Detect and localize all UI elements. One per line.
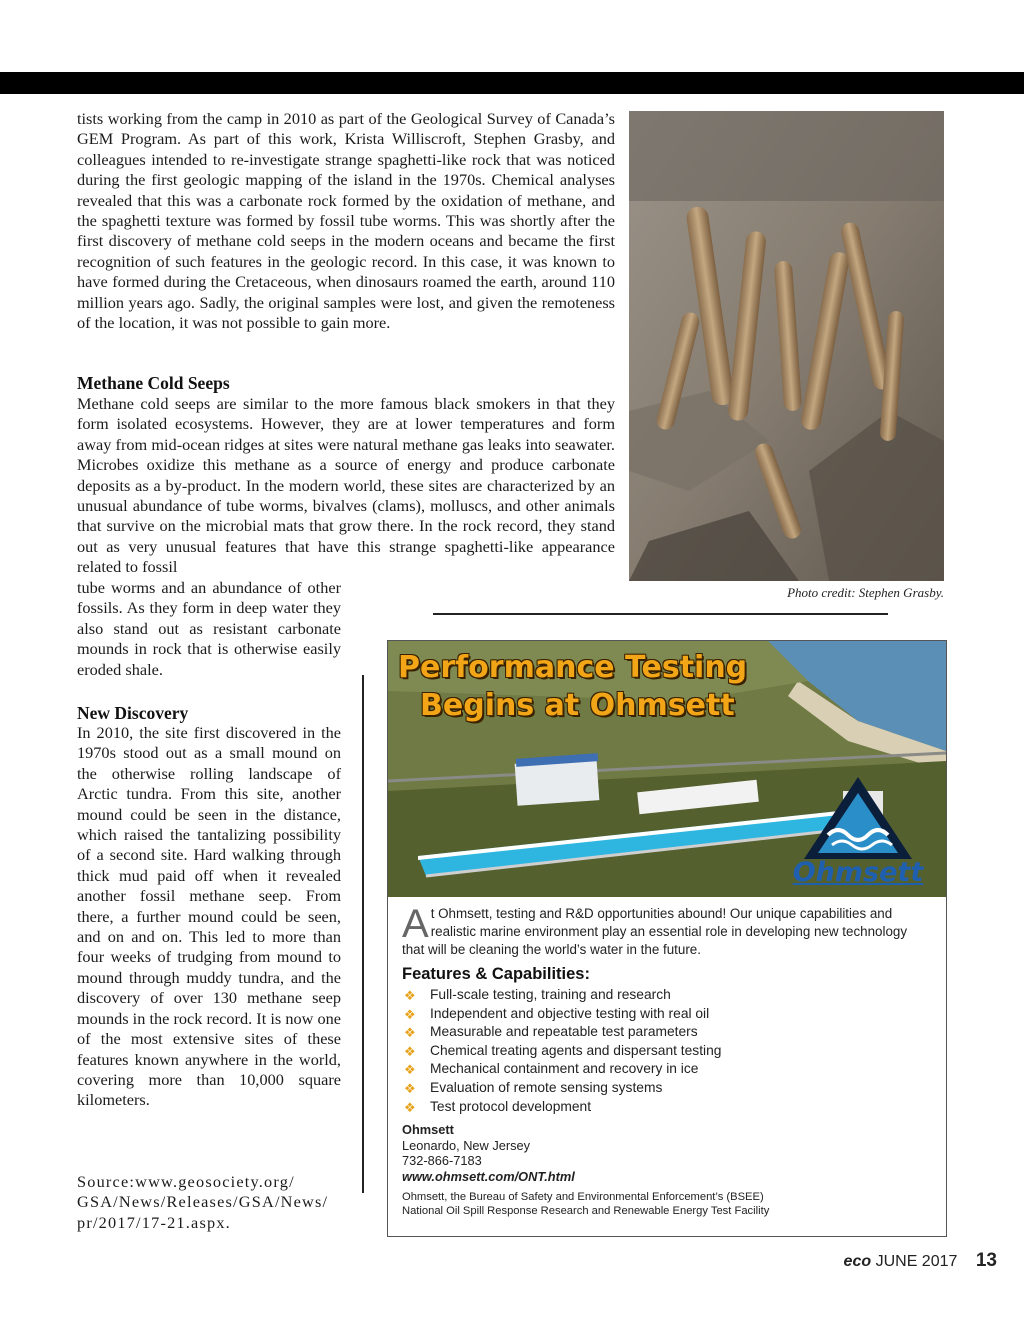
ad-headline [398, 649, 747, 725]
feature-item: ❖ Independent and objective testing with real oil [402, 1005, 930, 1024]
feature-item: ❖ Mechanical containment and recovery in ice [402, 1060, 930, 1079]
ad-body [402, 902, 930, 1218]
ad-features-list [402, 986, 930, 1116]
intro-paragraph: tists working from the camp in 2010 as part of the Geological Survey of Canada’s GEM Program. As part of this work, Krista Williscroft, Stephen Grasby, and colleagues intended to re-investigate strange spaghetti-like rock that was noticed during the first geologic mapping of the island in the 1970s. Chemical analyses revealed that this was a carbonate rock formed by the oxidation of methane, and the spaghetti texture was formed by fossil tube worms. This was shortly after the first discovery of methane cold seeps in the modern oceans and became the first recognition of such features in the geologic record. In this case, it was known to have formed during the Cretaceous, when dinosaurs roamed the earth, around 110 million years ago. Sadly, the original samples were lost, and given the remoteness of the location, it was not possible to gain more. [77, 109, 615, 333]
contact-location: Leonardo, New Jersey [402, 1137, 531, 1153]
feature-item: ❖ Chemical treating agents and dispersant testing [402, 1042, 930, 1061]
diamond-bullet-icon: ❖ [404, 1043, 416, 1059]
contact-url-link[interactable]: www.ohmsett.com/ONT.html [402, 1168, 575, 1184]
ad-headline-line1: Performance Testing [398, 650, 748, 685]
photo-credit: Photo credit: Stephen Grasby. [787, 585, 944, 600]
diamond-bullet-icon: ❖ [404, 1006, 416, 1022]
discovery-paragraph: In 2010, the site first discovered in the 1970s stood out as a small mound on the otherwise rolling landscape of Arctic tundra. From this site, another mound could be seen in the distance, which raised the tantalizing possibility of a second site. Hard walking through thick mud paid off when it revealed another fossil methane seep. From there, a further mound could be seen, and on and on. This led to more than four weeks of trudging from mound to mound through muddy tundra, and the discovery of over 130 methane seep mounds in the rock record. It is now one of the most extensive sites of these features known anywhere in the world, covering more than 10,000 square kilometers. [77, 723, 341, 1110]
ohmsett-logo-text: Ohmsett [792, 857, 924, 888]
horizontal-divider [433, 613, 888, 615]
diamond-bullet-icon: ❖ [404, 1080, 416, 1096]
heading-methane-cold-seeps: Methane Cold Seeps [77, 373, 230, 393]
heading-new-discovery: New Discovery [77, 703, 189, 723]
magazine-name: eco [843, 1253, 872, 1270]
ad-dropcap: A [402, 902, 429, 946]
methane-paragraph: Methane cold seeps are similar to the more famous black smokers in that they form isolated ecosystems. However, they are at lower temperatures and form away from mid-ocean ridges at sites were natural methane gas leaks into seawater. Microbes oxidize this methane as a source of energy and produce carbonate deposits as a by-product. In the modern world, these sites are characterized by an unusual abundance of tube worms, bivalves (clams), molluscs, and other animals that survive on the microbial mats that grow there. In the rock record, they stand out as very unusual features that have this strange spaghetti-like appearance related to fossil [77, 394, 615, 577]
feature-item: ❖ Evaluation of remote sensing systems [402, 1079, 930, 1098]
ad-footer-note: Ohmsett, the Bureau of Safety and Environmental Enforcement’s (BSEE) National Oil Spill Response Research and Renewable Energy Test Facility [402, 1191, 770, 1218]
ohmsett-advertisement[interactable] [387, 640, 947, 1237]
ad-intro-text: t Ohmsett, testing and R&D opportunities abound! Our unique capabilities and realistic marine environment play an essential role in developing new technology that will be cleaning the world’s water in the future. [402, 906, 908, 957]
contact-name: Ohmsett [402, 1122, 454, 1138]
diamond-bullet-icon: ❖ [404, 988, 416, 1003]
ad-intro [402, 902, 930, 959]
top-black-bar [0, 72, 1024, 94]
ohmsett-logo [788, 773, 928, 903]
feature-item: ❖ Test protocol development [402, 1098, 930, 1117]
vertical-divider [362, 675, 364, 1193]
diamond-bullet-icon: ❖ [404, 1099, 416, 1115]
triangle-wave-icon [788, 773, 928, 863]
feature-item: ❖ Full-scale testing, training and research [402, 986, 930, 1005]
fossil-tube-worm-photo [629, 111, 944, 581]
diamond-bullet-icon: ❖ [404, 1025, 416, 1041]
feature-item: ❖ Measurable and repeatable test parameters [402, 1023, 930, 1042]
ad-contact [402, 1122, 930, 1184]
contact-phone: 732-866-7183 [402, 1153, 482, 1169]
ad-features-heading: Features & Capabilities: [402, 965, 590, 983]
diamond-bullet-icon: ❖ [404, 1062, 416, 1078]
methane-paragraph-continued: tube worms and an abundance of other fossils. As they form in deep water they also stand out as resistant carbonate mounds in rock that is otherwise easily eroded shale. [77, 578, 341, 679]
page-footer [844, 1250, 997, 1272]
ad-headline-line2: Begins at Ohmsett [420, 688, 735, 723]
source-citation: Source:www.geosociety.org/ GSA/News/Releases/GSA/News/ pr/2017/17-21.aspx. [77, 1172, 329, 1232]
issue-date: JUNE 2017 [875, 1253, 958, 1270]
page-number: 13 [975, 1250, 997, 1271]
